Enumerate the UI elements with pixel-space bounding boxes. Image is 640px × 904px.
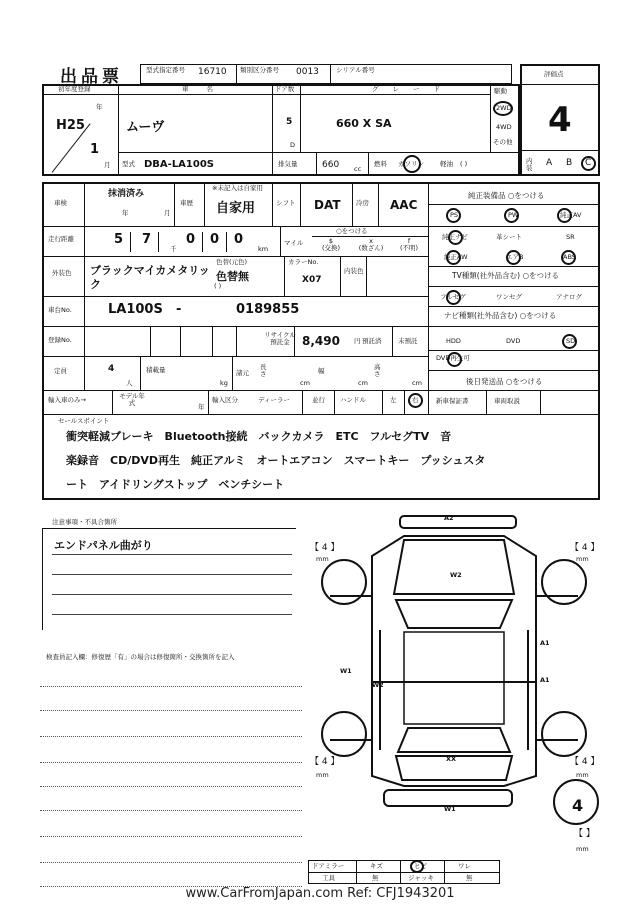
rear-window	[398, 728, 510, 752]
option-abs-circle	[561, 250, 576, 265]
score-label: 評価点	[544, 70, 564, 78]
usage-note: ※未記入は自家用	[212, 184, 263, 192]
option-ps-circle	[446, 208, 461, 223]
score-value: 4	[548, 100, 572, 140]
navi-sd: SD	[566, 337, 576, 345]
handle-left: 左	[390, 396, 397, 404]
import-type-label: 輸入区分	[212, 396, 238, 404]
spare-tire-unit: mm	[576, 845, 589, 853]
inspection-year: 年	[122, 209, 129, 217]
interior-c: C	[585, 158, 592, 168]
handle-label: ハンドル	[340, 396, 366, 404]
width-label: 幅	[318, 367, 325, 375]
interior-label: 内装	[526, 157, 533, 173]
fuel-circle	[403, 155, 421, 173]
tv-title: TV種類(社外品含む) ○をつける	[452, 271, 559, 280]
tire-rl-value: 4	[321, 757, 328, 767]
table-h2: キズ	[370, 862, 383, 870]
import-dealer: ディーラー	[258, 396, 290, 404]
displacement-value: 660	[322, 160, 340, 170]
category-number: 0013	[296, 67, 319, 77]
mileage-digit: 7	[142, 232, 152, 247]
option-navi-circle	[448, 230, 463, 245]
spare-score: 4	[572, 796, 584, 815]
recycle-amount: 8,490	[302, 334, 340, 348]
import-parallel: 並行	[312, 396, 325, 404]
post-manual: 車両取説	[494, 397, 520, 405]
table-r1: 工具	[322, 874, 335, 882]
meter-circle-note: ○をつける	[336, 227, 368, 235]
shift-label: シフト	[276, 199, 296, 207]
color-change-label: 色替(元色)	[216, 258, 248, 266]
kg-unit: kg	[220, 379, 228, 387]
notes-label: 注意事項・不具合箇所	[52, 518, 117, 526]
grade-value: 660 X SA	[336, 117, 392, 130]
usage-value: 自家用	[216, 201, 256, 216]
meter-exchange-sub: (交換)	[321, 244, 341, 253]
rear-left-tire	[322, 712, 366, 756]
tire-fr-unit: mm	[576, 555, 589, 563]
option-airbag: エアB	[506, 253, 524, 261]
tv-fullseg: フルセグ	[440, 293, 466, 301]
model-year-label: モデル年式	[119, 392, 145, 408]
dims-label: 諸元	[236, 369, 249, 377]
car-name: ムーヴ	[126, 120, 165, 135]
chassis-label: 車台No.	[48, 306, 72, 314]
drive-4wd: 4WD	[496, 123, 512, 131]
handle-right-circle	[408, 393, 423, 408]
cc-unit: cc	[354, 165, 362, 173]
damage-w2-top: W2	[450, 571, 462, 579]
damage-a2: A2	[444, 514, 454, 522]
mileage-digit: 0	[234, 232, 244, 247]
doors-d: D	[290, 141, 296, 149]
doors-label: ドア数	[275, 85, 295, 93]
capacity-value: 4	[108, 364, 115, 374]
options-title: 純正装備品 ○をつける	[468, 191, 545, 200]
meter-x-mark: x	[369, 237, 373, 245]
chassis-model: LA100S	[108, 302, 163, 317]
damage-xx: XX	[446, 755, 457, 763]
load-label: 積載量	[146, 366, 166, 374]
color-no-value: X07	[302, 275, 322, 285]
rear-bumper	[384, 790, 512, 806]
table-h3-circle	[410, 860, 424, 873]
diesel-label: 軽油	[440, 160, 453, 168]
tire-rl-unit: mm	[316, 771, 329, 779]
category-label: 類別区分番号	[240, 66, 279, 74]
drive-2wd: 2WD	[496, 104, 512, 112]
navi-dvd: DVD	[506, 337, 521, 345]
mileage-label: 走行距離	[48, 235, 74, 243]
damage-a1-upper: A1	[540, 639, 550, 647]
interior-a: A	[546, 158, 553, 168]
fuel-label: 燃料	[374, 160, 387, 168]
table-h1: ドアミラー	[312, 862, 345, 870]
option-airbag-circle	[506, 250, 524, 265]
table-r4: 無	[466, 874, 473, 882]
spare-tire-tread: 【 】	[574, 829, 595, 839]
table-r2: 無	[372, 874, 379, 882]
option-pw: PW	[508, 211, 519, 219]
table-h4: ワレ	[458, 862, 471, 870]
navi-title: ナビ種類(社外品含む) ○をつける	[444, 311, 557, 320]
reg-no-label: 登録No.	[48, 336, 72, 344]
interior-color-label: 内装色	[344, 267, 364, 275]
first-reg-label: 初年度登録	[58, 85, 91, 93]
height-label: 高さ	[374, 363, 381, 379]
front-bumper	[400, 516, 516, 528]
chassis-dash: -	[176, 302, 182, 317]
tire-fl-value: 4	[321, 543, 328, 553]
inspection-label: 車検	[54, 199, 67, 207]
meter-tampered	[354, 238, 388, 252]
year-word: 年	[96, 103, 103, 111]
width-unit: cm	[358, 379, 368, 387]
tv-oneseg: ワンセグ	[496, 293, 522, 301]
navi-sd-circle	[562, 334, 577, 349]
import-label: 輸入車のみ→	[48, 396, 86, 404]
drive-2wd-circle	[493, 101, 513, 116]
color-change-value: 色替無	[216, 270, 249, 283]
dvd-play-circle	[447, 352, 462, 367]
inspector-label: 検査員記入欄：修復歴「有」の場合は修復箇所・交換箇所を記入	[46, 653, 235, 661]
meter-f-mark: f	[407, 237, 411, 245]
deposited: 預託済	[362, 337, 382, 345]
drive-label: 駆動	[494, 87, 507, 95]
meter-exchange	[314, 238, 348, 252]
post-warranty: 新車保証書	[436, 397, 469, 405]
meter-unknown	[392, 238, 426, 252]
displacement-label: 排気量	[278, 160, 298, 168]
serial-label: シリアル番号	[336, 66, 375, 74]
handle-right: 右	[412, 396, 419, 404]
color-no-label: カラーNo.	[288, 258, 319, 266]
sales-label: セールスポイント	[58, 417, 110, 425]
km-unit: km	[258, 245, 269, 253]
capacity-unit: 人	[126, 379, 133, 387]
option-aw-circle	[446, 250, 461, 265]
tire-rr-value: 4	[581, 757, 588, 767]
option-leather: 革シート	[496, 233, 522, 241]
front-right-tire	[542, 560, 586, 604]
color-label: 外装色	[52, 269, 72, 277]
table-r3: ジャッキ	[408, 874, 434, 882]
post-title: 後日発送品 ○をつける	[466, 377, 543, 386]
thousand-unit: 千	[170, 245, 177, 253]
dvd-play: DVD再生可	[436, 354, 470, 362]
roof	[404, 632, 504, 724]
damage-w1-bottom: W1	[444, 805, 456, 813]
ac-value: AAC	[390, 198, 418, 212]
interior-b: B	[566, 158, 573, 168]
hood	[394, 540, 514, 594]
drive-other: その他	[493, 138, 513, 146]
color-name: ブラックマイカメタリック	[90, 264, 210, 291]
color-change-paren: ( )	[214, 282, 222, 290]
height-unit: cm	[412, 379, 422, 387]
length-unit: cm	[300, 379, 310, 387]
mileage-digit: 0	[210, 232, 220, 247]
navi-hdd: HDD	[446, 337, 461, 345]
meter-exchange-mark: $	[328, 237, 334, 245]
inspection-month: 月	[164, 209, 171, 217]
table-h3: ヒビ	[414, 862, 427, 870]
option-av-circle	[557, 208, 572, 223]
sales-line-1: 衝突軽減ブレーキ Bluetooth接続 バックカメラ ETC フルセグTV 音	[66, 430, 452, 443]
recycle-label: リサイクル預託金	[264, 331, 296, 347]
not-deposited: 未預託	[398, 337, 418, 345]
windshield	[396, 600, 512, 628]
notes-text: エンドパネル曲がり	[54, 539, 153, 552]
model-designation: 16710	[198, 67, 227, 77]
header-strip	[140, 64, 512, 84]
tv-fullseg-circle	[446, 290, 461, 305]
model-year-unit: 年	[198, 403, 205, 411]
model-code: DBA-LA100S	[144, 159, 214, 170]
month-word: 月	[104, 161, 111, 169]
tv-analog: アナログ	[556, 293, 582, 301]
damage-w2-left: W2	[372, 681, 384, 689]
option-sr: SR	[566, 233, 575, 241]
fuel-value: ガソリン	[398, 160, 424, 168]
model-label: 型式	[122, 160, 135, 168]
sheet-title: 出品票	[60, 67, 123, 87]
grade-label: グレード	[372, 85, 454, 93]
fuel-paren: ( )	[460, 160, 468, 168]
tire-rl-tread: 【 4 】	[310, 757, 340, 767]
ac-label: 冷房	[356, 199, 369, 207]
mile-label: マイル	[284, 239, 304, 247]
inspection-value: 抹消済み	[108, 189, 145, 199]
tire-fr-value: 4	[581, 543, 588, 553]
car-name-label: 車名	[182, 85, 231, 93]
option-ps: PS	[450, 211, 459, 219]
length-label: 長さ	[260, 363, 267, 379]
option-aw: 純正AW	[444, 253, 468, 261]
watermark: www.CarFromJapan.com Ref: CFJ1943201	[185, 886, 455, 901]
model-designation-label: 型式指定番号	[146, 66, 185, 74]
option-pw-circle	[504, 208, 519, 223]
meter-f-sub: (不明)	[399, 244, 419, 253]
chassis-number: 0189855	[236, 302, 300, 317]
damage-a1-lower: A1	[540, 676, 550, 684]
doors-value: 5	[286, 117, 293, 127]
mileage-digits	[104, 228, 276, 256]
usage-label: 車歴	[180, 199, 193, 207]
sales-line-2: 楽録音 CD/DVD再生 純正アルミ オートエアコン スマートキー プッシュスタ	[66, 454, 486, 467]
rear-right-tire	[542, 712, 586, 756]
tire-fl-tread: 【 4 】	[310, 543, 340, 553]
capacity-label: 定員	[54, 367, 67, 375]
damage-w1-left: W1	[340, 667, 352, 675]
first-reg-year: H25	[56, 118, 85, 133]
tire-rr-unit: mm	[576, 771, 589, 779]
interior-c-circle	[581, 156, 596, 171]
first-reg-month: 1	[90, 142, 100, 157]
mileage-digit: 0	[186, 232, 196, 247]
option-av: 純正AV	[560, 211, 582, 219]
shift-value: DAT	[314, 198, 341, 212]
meter-x-sub: (数ざん)	[358, 244, 384, 253]
option-abs: ABS	[563, 253, 576, 261]
front-left-tire	[322, 560, 366, 604]
sales-line-3: ート アイドリングストップ ベンチシート	[66, 478, 285, 491]
tire-rr-tread: 【 4 】	[570, 757, 600, 767]
recycle-unit: 円	[354, 337, 361, 345]
tire-fr-tread: 【 4 】	[570, 543, 600, 553]
mileage-digit: 5	[114, 232, 124, 247]
option-navi: 純正ナビ	[442, 233, 468, 241]
tire-fl-unit: mm	[316, 555, 329, 563]
